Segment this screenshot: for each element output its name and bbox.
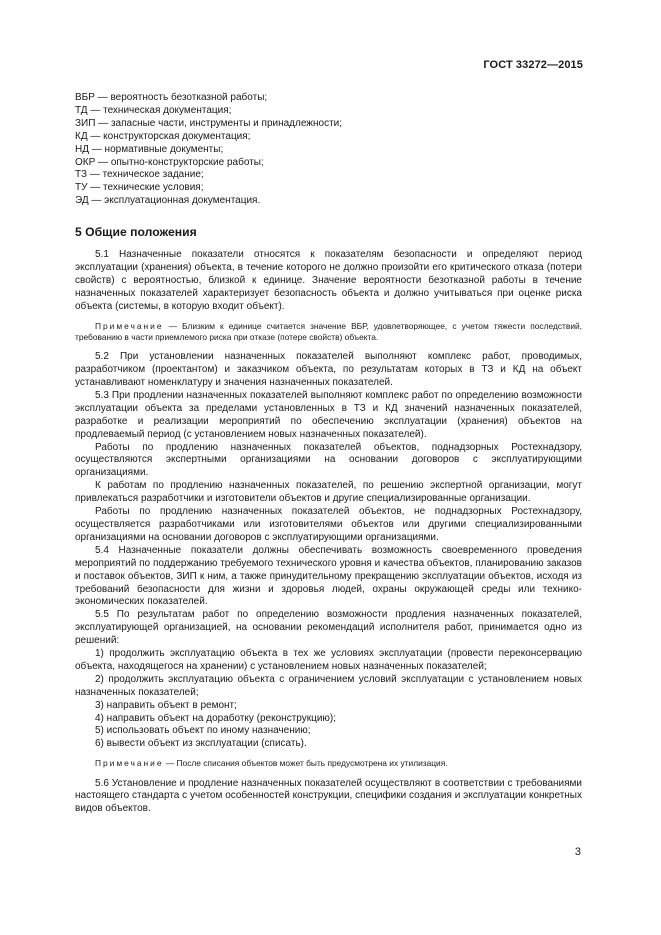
paragraph-5-3-b: Работы по продлению назначенных показателей объектов, поднадзорных Ростехнадзору, осуществляются экспертными организациями на основании договоров с эксплуатирующими организациями. (75, 441, 582, 479)
decision-item: 1) продолжить эксплуатацию объекта в тех же условиях эксплуатации (провести переконсервацию объекта, находящегося на хранении) с установлением новых назначенных показателей; (75, 648, 582, 672)
page-content (75, 92, 582, 816)
note (75, 321, 582, 344)
paragraph-5-6: 5.6 Установление и продление назначенных показателей осуществляют в соответствии с требованиями настоящего стандарта с учетом особенностей конструкции, специфики создания и эксплуатации конкретных видов объектов. (75, 777, 582, 815)
list-item: ТД — техническая документация; (75, 104, 232, 116)
list-item: ОКР — опытно-конструкторские работы; (75, 156, 264, 168)
document-header: ГОСТ 33272—2015 (483, 59, 583, 71)
decision-item: 4) направить объект на доработку (реконструкцию); (95, 712, 337, 724)
paragraph-5-3: 5.3 При продлении назначенных показателей выполняют комплекс работ по определению возможности эксплуатации объекта за пределами установленных в ТЗ и КД значений назначенных показателей, разработке и реализации мероприятий по обеспечению эксплуатации (хранения) объектов на продлеваемый период (с установлением новых назначенных показателей). (75, 389, 582, 440)
list-item: ТУ — технические условия; (75, 182, 204, 194)
paragraph-5-3-c: К работам по продлению назначенных показателей, по решению экспертной организации, могут привлекаться разработчики и изготовители объектов и другие специализированные организации. (75, 480, 582, 505)
paragraph-5-3-d: Работы по продлению назначенных показателей объектов, не поднадзорных Ростехнадзору, осуществляется разработчиками или изготовителями объектов или другими специализированными организациями на основании договоров с эксплуатирующими организациями. (75, 506, 582, 543)
list-item: ЗИП — запасные части, инструменты и принадлежности; (75, 117, 343, 129)
abbreviation-list (75, 92, 582, 208)
note-label: Примечание (95, 320, 164, 331)
decision-item: 3) направить объект в ремонт; (95, 699, 237, 711)
paragraph-5-5: 5.5 По результатам работ по определению возможности продления назначенных показателей, эксплуатирующей организацией, на основании рекомендаций исполнителя работ, принимается одно из решений: (75, 609, 582, 647)
list-item: ТЗ — техническое задание; (75, 169, 204, 181)
list-item: НД — нормативные документы; (75, 143, 224, 155)
page-number: 3 (574, 846, 581, 858)
list-item: КД — конструкторская документация; (75, 130, 251, 142)
list-item: ЭД — эксплуатационная документация. (75, 195, 261, 207)
note-text: — После списания объектов может быть предусмотрена их утилизация. (163, 758, 448, 769)
note-text: — Близким к единице считается значение ВБР, удовлетворяющее, с учетом тяжести последствий, требованию в части приемлемого риска при отказе (потере свойств) объекта. (75, 320, 582, 342)
decision-item: 6) вывести объект из эксплуатации (списать). (95, 738, 307, 750)
list-item: ВБР — вероятность безотказной работы; (75, 92, 268, 103)
paragraph-5-4: 5.4 Назначенные показатели должны обеспечивать возможность своевременного проведения мероприятий по поддержанию требуемого технического уровня и качества объектов, планированию заказов и поставок объектов, ЗИП к ним, а также принудительному прекращению эксплуатации объектов, исходя из требований безопасности для жизни и здоровья людей, охраны окружающей среды или технико-экономических показателей. (75, 544, 582, 608)
decision-item: 5) использовать объект по иному назначению; (95, 725, 311, 737)
note-label: Примечание (95, 758, 164, 769)
decision-item: 2) продолжить эксплуатацию объекта с ограничением условий эксплуатации с установлением новых назначенных показателей; (75, 673, 582, 698)
note (75, 758, 582, 769)
paragraph-5-2: 5.2 При установлении назначенных показателей выполняют комплекс работ, проводимых, разработчиком (проектантом) и заказчиком объекта, по результатам которых в ТЗ и КД на объект устанавливают номенклатуру и значения назначенных показателей. (75, 351, 582, 388)
section-title: 5 Общие положения (75, 225, 197, 240)
paragraph-5-1: 5.1 Назначенные показатели относятся к показателям безопасности и определяют период эксплуатации (хранения) объекта, в течение которого не должно произойти его критического отказа (потери свойств) с вероятностью, близкой к единице. Значение вероятности безотказной работы в течение назначенных показателей характеризует безопасность объекта и должно учитываться при оценке риска объекта (системы, в которую входит объект). (75, 249, 582, 312)
